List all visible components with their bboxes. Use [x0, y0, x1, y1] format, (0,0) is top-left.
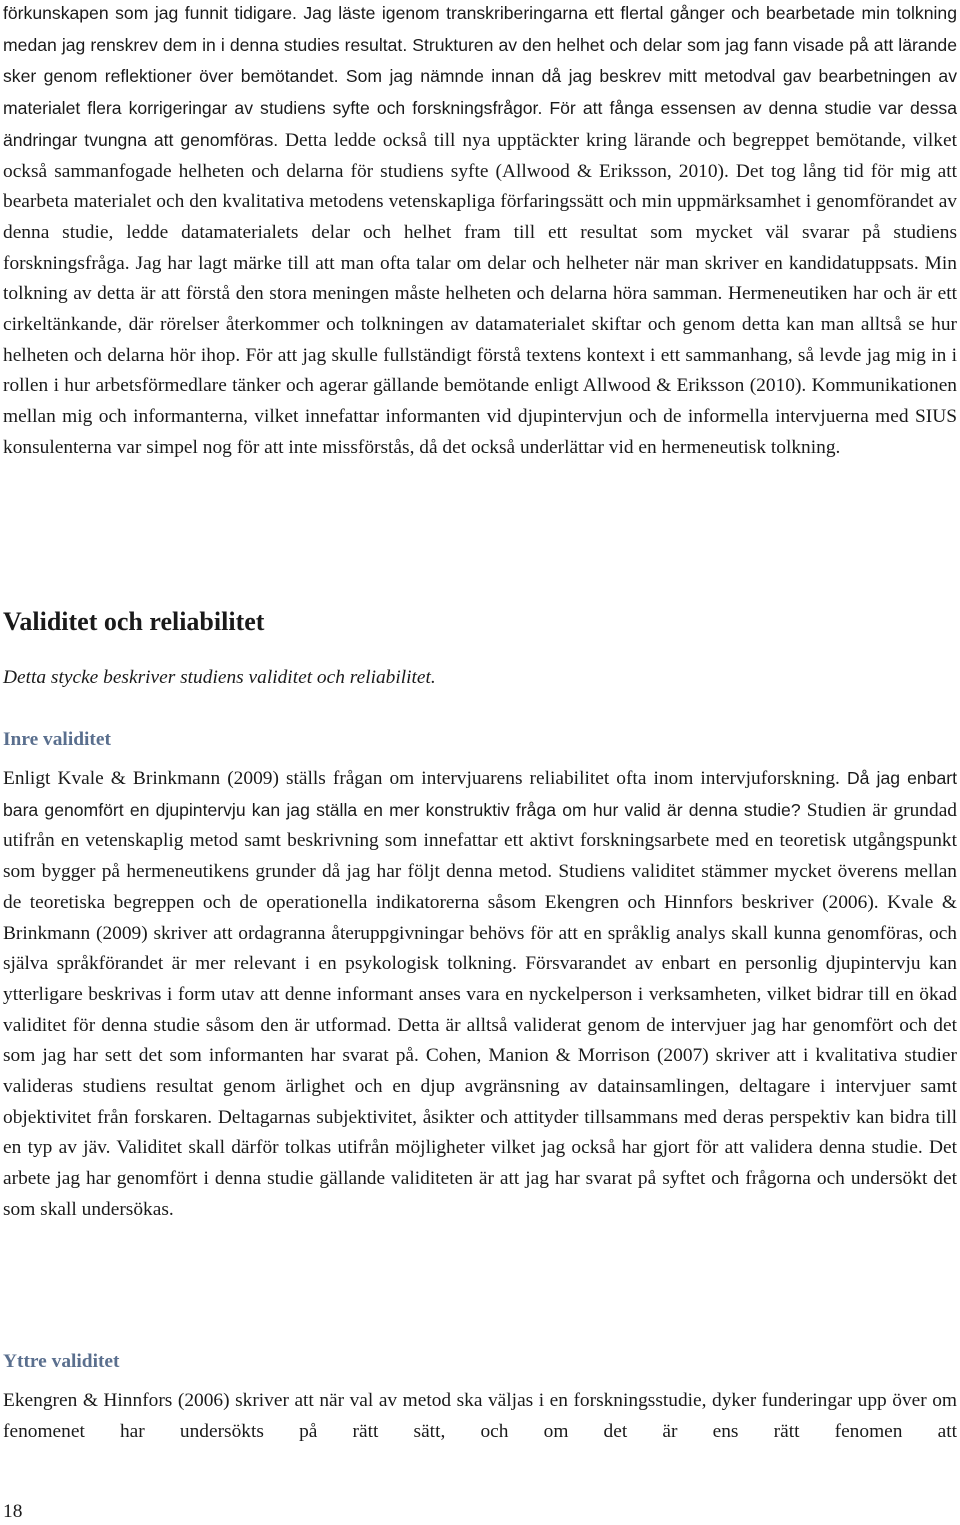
paragraph-text-serif: Studien är grundad utifrån en vetenskaplig metod samt beskrivning som innefattar ett aktivt forskningsarbete med en teoretisk utgångspunkt som bygger på hermeneutikens grunder då jag har följt denna metod. Studiens validitet stämmer mycket överens mellan de teoretiska begreppen och de operationella indikatorerna såsom Ekengren och Hinnfors beskriver (2006). Kvale & Brinkmann (2009) skriver att ordagranna återuppgivningar behövs för att en språklig analys skall kunna genomföras, och själva språkförandet är mer relevant i en psykologisk tolkning. Försvarandet av enbart en personlig djupintervju kan ytterligare beskrivas i form utav att denne informant anses vara en nyckelperson i verksamheten, vilket bidrar till en ökad validitet för denna studie såsom den är utformad. Detta är alltså validerat genom de intervjuer jag har genomfört och det som jag har sett det som informanten har svarat på. Cohen, Manion & Morrison (2007) skriver att i kvalitativa studier valideras studiens resultat genom ärlighet och en djup avgränsning av datainsamlingen, deltagare i intervjuer samt objektivitet från forskaren. Deltagarnas subjektivitet, åsikter och attityder tillsammans med deras perspektiv kan bidra till en typ av jäv. Validitet skall därför tolkas utifrån möjligheter vilket jag också har gjort för att validera denna studie. Det arbete jag har genomfört i denna studie gällande validiteten är att jag har svarat på syftet och frågorna och undersökt det som skall undersökas. — [3, 799, 957, 1220]
paragraph-text-sans: förkunskapen som jag funnit tidigare. Jag läste igenom transkriberingarna ett flertal gånger och bearbetade min tolkning medan jag renskrev dem in i denna studies resultat. Strukturen av den helhet och delar som jag fann visade på att lärande sker genom reflektioner över bemötandet. Som jag nämnde innan då jag beskrev mitt metodval gav bearbetningen av materialet flera korrigeringar av studiens syfte och forskningsfrågor. För att fånga essensen av denna studie var dessa ändringar tvungna att genomföras. — [3, 3, 957, 150]
subheading-inre-validitet: Inre validitet — [3, 729, 111, 750]
paragraph-text-serif: Enligt Kvale & Brinkmann (2009) ställs frågan om intervjuarens reliabilitet ofta inom intervjuforskning. — [3, 768, 840, 789]
paragraph-text-sans: Då jag enbart bara genomfört en djupintervju kan jag ställa en mer konstruktiv fråga om hur valid är denna studie? — [3, 768, 957, 820]
yttre-validitet-paragraph — [3, 1386, 957, 1447]
paragraph-text-serif: Detta ledde också till nya upptäckter kring lärande och begreppet bemötande, vilket också sammanfogade helheten och delarna för studiens syfte (Allwood & Eriksson, 2010). Det tog lång tid för mig att bearbeta materialet och den kvalitativa metodens vetenskapliga förfaringssätt och min uppmärksamhet i genomförandet av denna studie, ledde datamaterialets delar och helhet fram till ett resultat som mycket väl svarar på studiens forskningsfråga. Jag har lagt märke till att man ofta talar om delar och helheter när man skriver en kandidatuppsats. Min tolkning av detta är att förstå den stora meningen måste helheten och delarna höra samman. Hermeneutiken har och är ett cirkeltänkande, där rörelser återkommer och tolkningen av datamaterialet skiftar och genom detta kan man alltså se hur helheten och delarna hör ihop. För att jag skulle fullständigt förstå textens kontext i ett sammanhang, så levde jag mig in i rollen i hur arbetsförmedlare tänker och agerar gällande bemötande enligt Allwood & Eriksson (2010). Kommunikationen mellan mig och informanterna, vilket innefattar informanten vid djupintervjun och de informella intervjuerna med SIUS konsulenterna var simpel nog för att inte missförstås, då det också underlättar vid en hermeneutisk tolkning. — [3, 129, 957, 458]
section-heading: Validitet och reliabilitet — [3, 607, 265, 636]
page-number: 18 — [3, 1501, 23, 1522]
inre-validitet-paragraph — [3, 763, 957, 1226]
subheading-yttre-validitet: Yttre validitet — [3, 1351, 120, 1372]
section-intro: Detta stycke beskriver studiens validitet och reliabilitet. — [3, 667, 436, 688]
paragraph-text-serif: Ekengren & Hinnfors (2006) skriver att när val av metod ska väljas i en forskningsstudie, dyker funderingar upp över om fenomenet har undersökts på rätt sätt, och om det är ens rätt fenomen att — [3, 1390, 957, 1442]
body-paragraph — [3, 0, 957, 464]
